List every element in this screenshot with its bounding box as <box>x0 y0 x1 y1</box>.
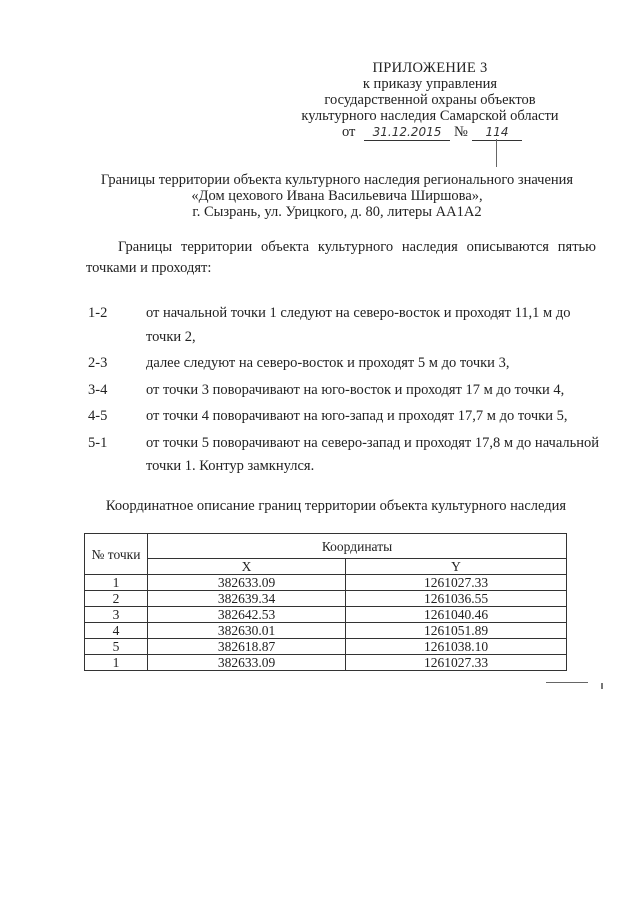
step-text: от точки 5 поворачивают на северо-запад и проходят 17,8 м до начальной точки 1. Контур замкнулся. <box>146 434 600 474</box>
object-heading <box>72 172 602 220</box>
intro-line-2: точками и проходят: <box>86 260 212 276</box>
step-number: 4-5 <box>88 408 108 424</box>
date-field <box>364 124 450 141</box>
appendix-line-3: культурного наследия Самарской области <box>301 108 559 124</box>
boundary-step <box>86 432 606 479</box>
boundary-steps-list <box>86 302 606 482</box>
appendix-line-2: государственной охраны объектов <box>324 92 536 108</box>
coordinates-table <box>84 533 567 671</box>
cell-point: 2 <box>85 591 148 607</box>
step-number: 3-4 <box>88 381 108 398</box>
cell-y: 1261027.33 <box>346 575 567 591</box>
appendix-title: ПРИЛОЖЕНИЕ 3 <box>372 60 488 76</box>
appendix-line-1: к приказу управления <box>362 76 498 92</box>
column-header-x: X <box>148 559 346 575</box>
cell-x: 382633.09 <box>148 655 346 671</box>
boundary-step <box>86 379 606 403</box>
intro-line-1: Границы территории объекта культурного наследия описываются пятью <box>118 239 596 255</box>
column-header-point: № точки <box>85 534 148 575</box>
cell-x: 382633.09 <box>148 575 346 591</box>
step-number: 5-1 <box>88 434 108 451</box>
table-row <box>85 575 567 591</box>
cell-point: 1 <box>85 575 148 591</box>
table-row <box>85 655 567 671</box>
boundary-step <box>86 405 606 429</box>
order-date-number-row <box>280 124 580 142</box>
cell-y: 1261038.10 <box>346 639 567 655</box>
table-row <box>85 607 567 623</box>
boundary-step <box>86 352 606 376</box>
cell-y: 1261027.33 <box>346 655 567 671</box>
scan-mark-vertical <box>496 139 497 167</box>
number-value-handwritten: 114 <box>485 125 509 139</box>
cell-point: 3 <box>85 607 148 623</box>
date-value-handwritten: 31.12.2015 <box>372 125 442 139</box>
cell-point: 1 <box>85 655 148 671</box>
heading-line-3: г. Сызрань, ул. Урицкого, д. 80, литеры АА1А2 <box>192 204 482 220</box>
scan-mark-dot <box>601 683 603 689</box>
table-row <box>85 623 567 639</box>
step-number: 2-3 <box>88 355 108 371</box>
cell-x: 382639.34 <box>148 591 346 607</box>
heading-line-1: Границы территории объекта культурного наследия регионального значения <box>100 172 574 188</box>
boundary-step <box>86 302 606 349</box>
step-text: далее следуют на северо-восток и проходят 5 м до точки 3, <box>146 355 510 371</box>
step-number: 1-2 <box>88 305 108 321</box>
cell-x: 382618.87 <box>148 639 346 655</box>
column-header-coordinates: Координаты <box>148 534 567 559</box>
cell-point: 5 <box>85 639 148 655</box>
appendix-header <box>280 60 580 142</box>
column-header-y: Y <box>346 559 567 575</box>
cell-y: 1261036.55 <box>346 591 567 607</box>
cell-point: 4 <box>85 623 148 639</box>
cell-y: 1261040.46 <box>346 607 567 623</box>
date-prefix: от <box>342 124 356 140</box>
scan-mark-horizontal <box>546 682 588 683</box>
number-prefix: № <box>454 124 468 140</box>
heading-line-2: «Дом цехового Ивана Васильевича Ширшова», <box>191 188 483 204</box>
table-row <box>85 639 567 655</box>
step-text: от точки 3 поворачивают на юго-восток и проходят 17 м до точки 4, <box>146 381 565 398</box>
step-text: от точки 4 поворачивают на юго-запад и проходят 17,7 м до точки 5, <box>146 408 568 424</box>
number-field <box>472 124 522 141</box>
cell-y: 1261051.89 <box>346 623 567 639</box>
intro-paragraph <box>86 237 596 279</box>
table-row <box>85 591 567 607</box>
cell-x: 382642.53 <box>148 607 346 623</box>
cell-x: 382630.01 <box>148 623 346 639</box>
step-text: от начальной точки 1 следуют на северо-восток и проходят 11,1 м до точки 2, <box>146 305 571 345</box>
table-caption: Координатное описание границ территории объекта культурного наследия <box>105 498 567 514</box>
